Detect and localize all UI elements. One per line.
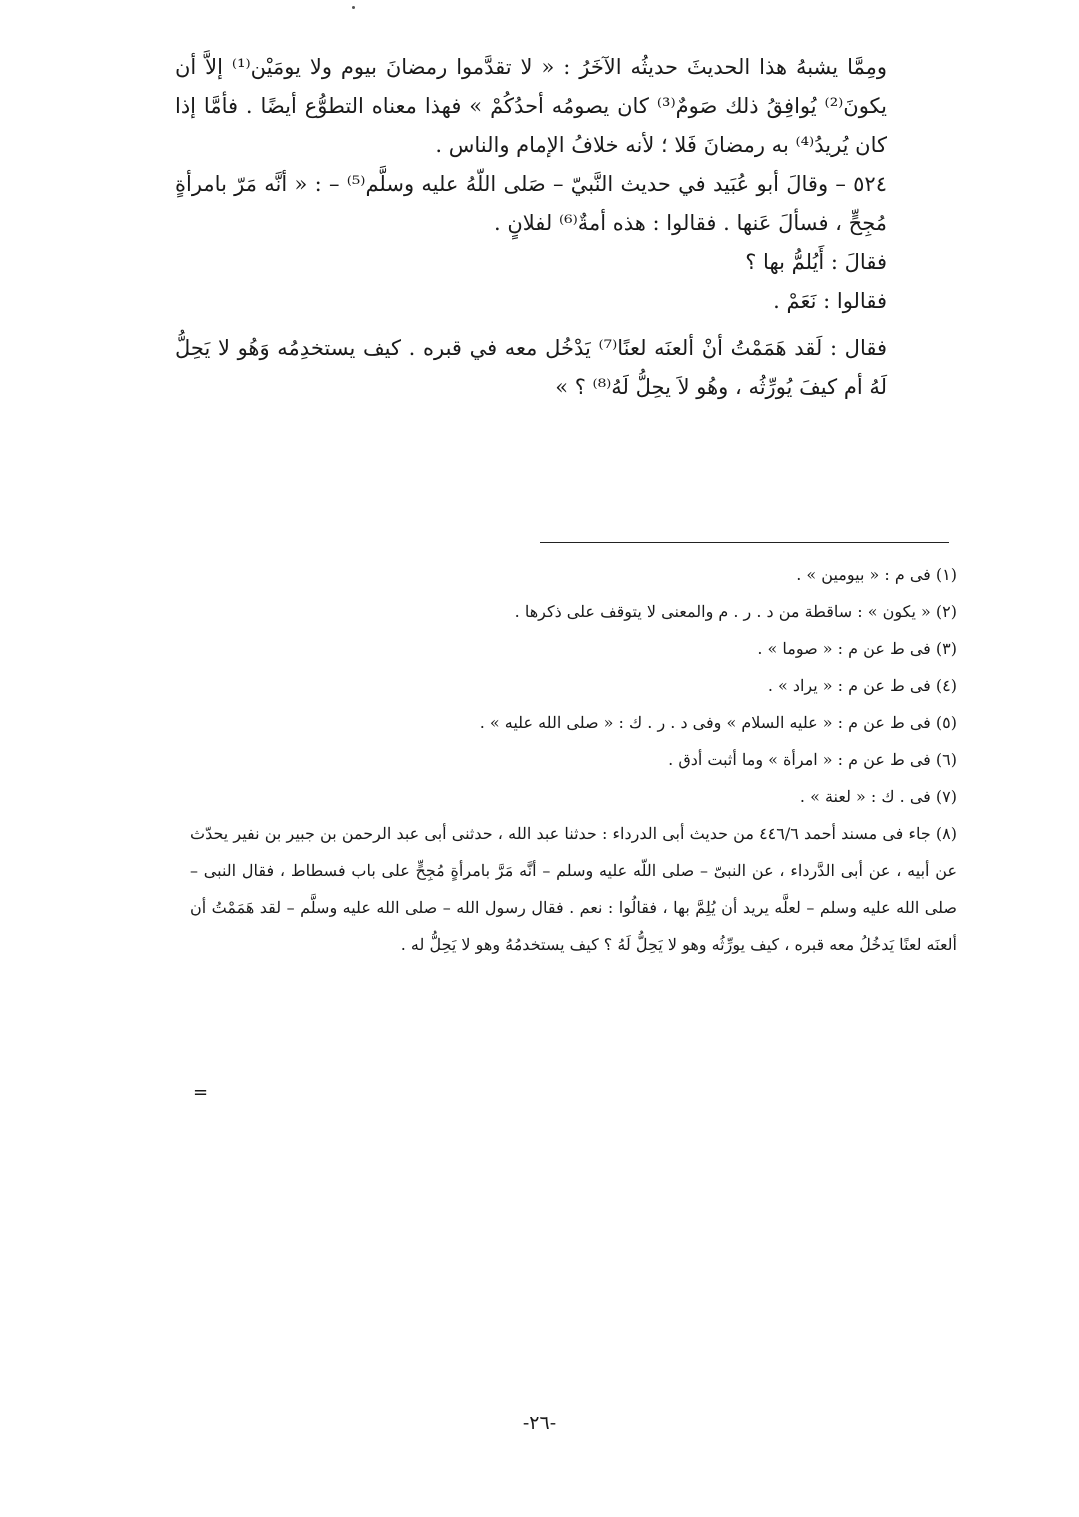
footnotes-block [190, 556, 957, 963]
scan-speck [352, 6, 355, 9]
footnote-8: (٨) جاء فى مسند أحمد ٤٤٦/٦ من حديث أبى الدرداء : حدثنا عبد الله ، حدثنى أبى عبد الرحمن بن جبير بن نفير يحدّث عن أبيه ، عن أبى الدَّرداء ، عن النبىّ – صلى اللّه عليه وسلم – أنَّه مَرَّ بامرأةٍ مُجِحٍّ على باب فسطاط ، فقال النبى – صلى الله عليه وسلم – لعلَّه يريد أن يُلِمَّ بها ، فقالُوا : نعم . فقال رسول الله – صلى الله عليه وسلَّم – لقد هَمَمْتُ أن ألعنَه لعنًا يَدخُلُ معه قبره ، كيف يورِّثُه وهو لا يَحِلُّ لَهُ ؟ كيف يستخدمُهُ وهو لا يَحِلُّ له . [190, 824, 958, 954]
page-number: -٢٦- [522, 1412, 557, 1434]
paragraph-524: ٥٢٤ – وقالَ أبو عُبَيد في حديث النَّبيّ – صَلى اللّهُ عليه وسلَّم⁽⁵⁾ – : « أنَّه مَرّ بامرأةٍ مُجِحٍّ ، فسألَ عَنها . فقالوا : هذه أمةٌ⁽⁶⁾ لفلانٍ . [175, 172, 887, 235]
footnote-divider [540, 542, 949, 543]
dialogue-question: فقالَ : أَيُلمُّ بها ؟ [745, 250, 887, 274]
footnote-3: (٣) فى ط عن م : « صوما » . [757, 639, 957, 658]
footnote-6: (٦) فى ط عن م : « امرأة » وما أثبت أدق . [668, 750, 957, 769]
footnote-1: (١) فى م : « بيومين » . [796, 565, 957, 584]
main-text-block [175, 48, 947, 407]
footnote-2: (٢) « يكون » : ساقطة من د . ر . م والمعنى لا يتوقف على ذكرها . [514, 602, 957, 621]
paragraph-1: ومِمَّا يشبهُ هذا الحديثَ حديثُه الآخَرُ : « لا تقدَّموا رمضانَ بيوم ولا يومَيْن⁽¹⁾ إلاَّ أن يكونَ⁽²⁾ يُوافِقُ ذلك صَومٌ⁽³⁾ كان يصومُه أحدُكُمْ » فهذا معناه التطوُّع أيضًا . فأمَّا إذا كان يُريدُ⁽⁴⁾ به رمضانَ فَلا ؛ لأنه خلافُ الإمام والناس . [175, 55, 887, 157]
dialogue-conclusion: فقال : لَقد هَمَمْتُ أنْ ألعنَه لعنًا⁽⁷⁾ يَدْخُل معه في قبره . كيف يستخدِمُه وَهُو لا يَحِلُّ لَهُ أم كيفَ يُورِّثُه ، وهُو لاَ يحِلُّ لَهُ⁽⁸⁾ ؟ » [175, 336, 888, 399]
footnote-5: (٥) فى ط عن م : « عليه السلام » وفى د . ر . ك : « صلى الله عليه » . [479, 713, 957, 732]
continuation-mark: = [193, 1082, 209, 1103]
footnote-7: (٧) فى . ك : « لعنة » . [799, 787, 957, 806]
footnote-4: (٤) فى ط عن م : « يراد » . [767, 676, 957, 695]
dialogue-answer: فقالوا : نَعَمْ . [773, 289, 887, 313]
